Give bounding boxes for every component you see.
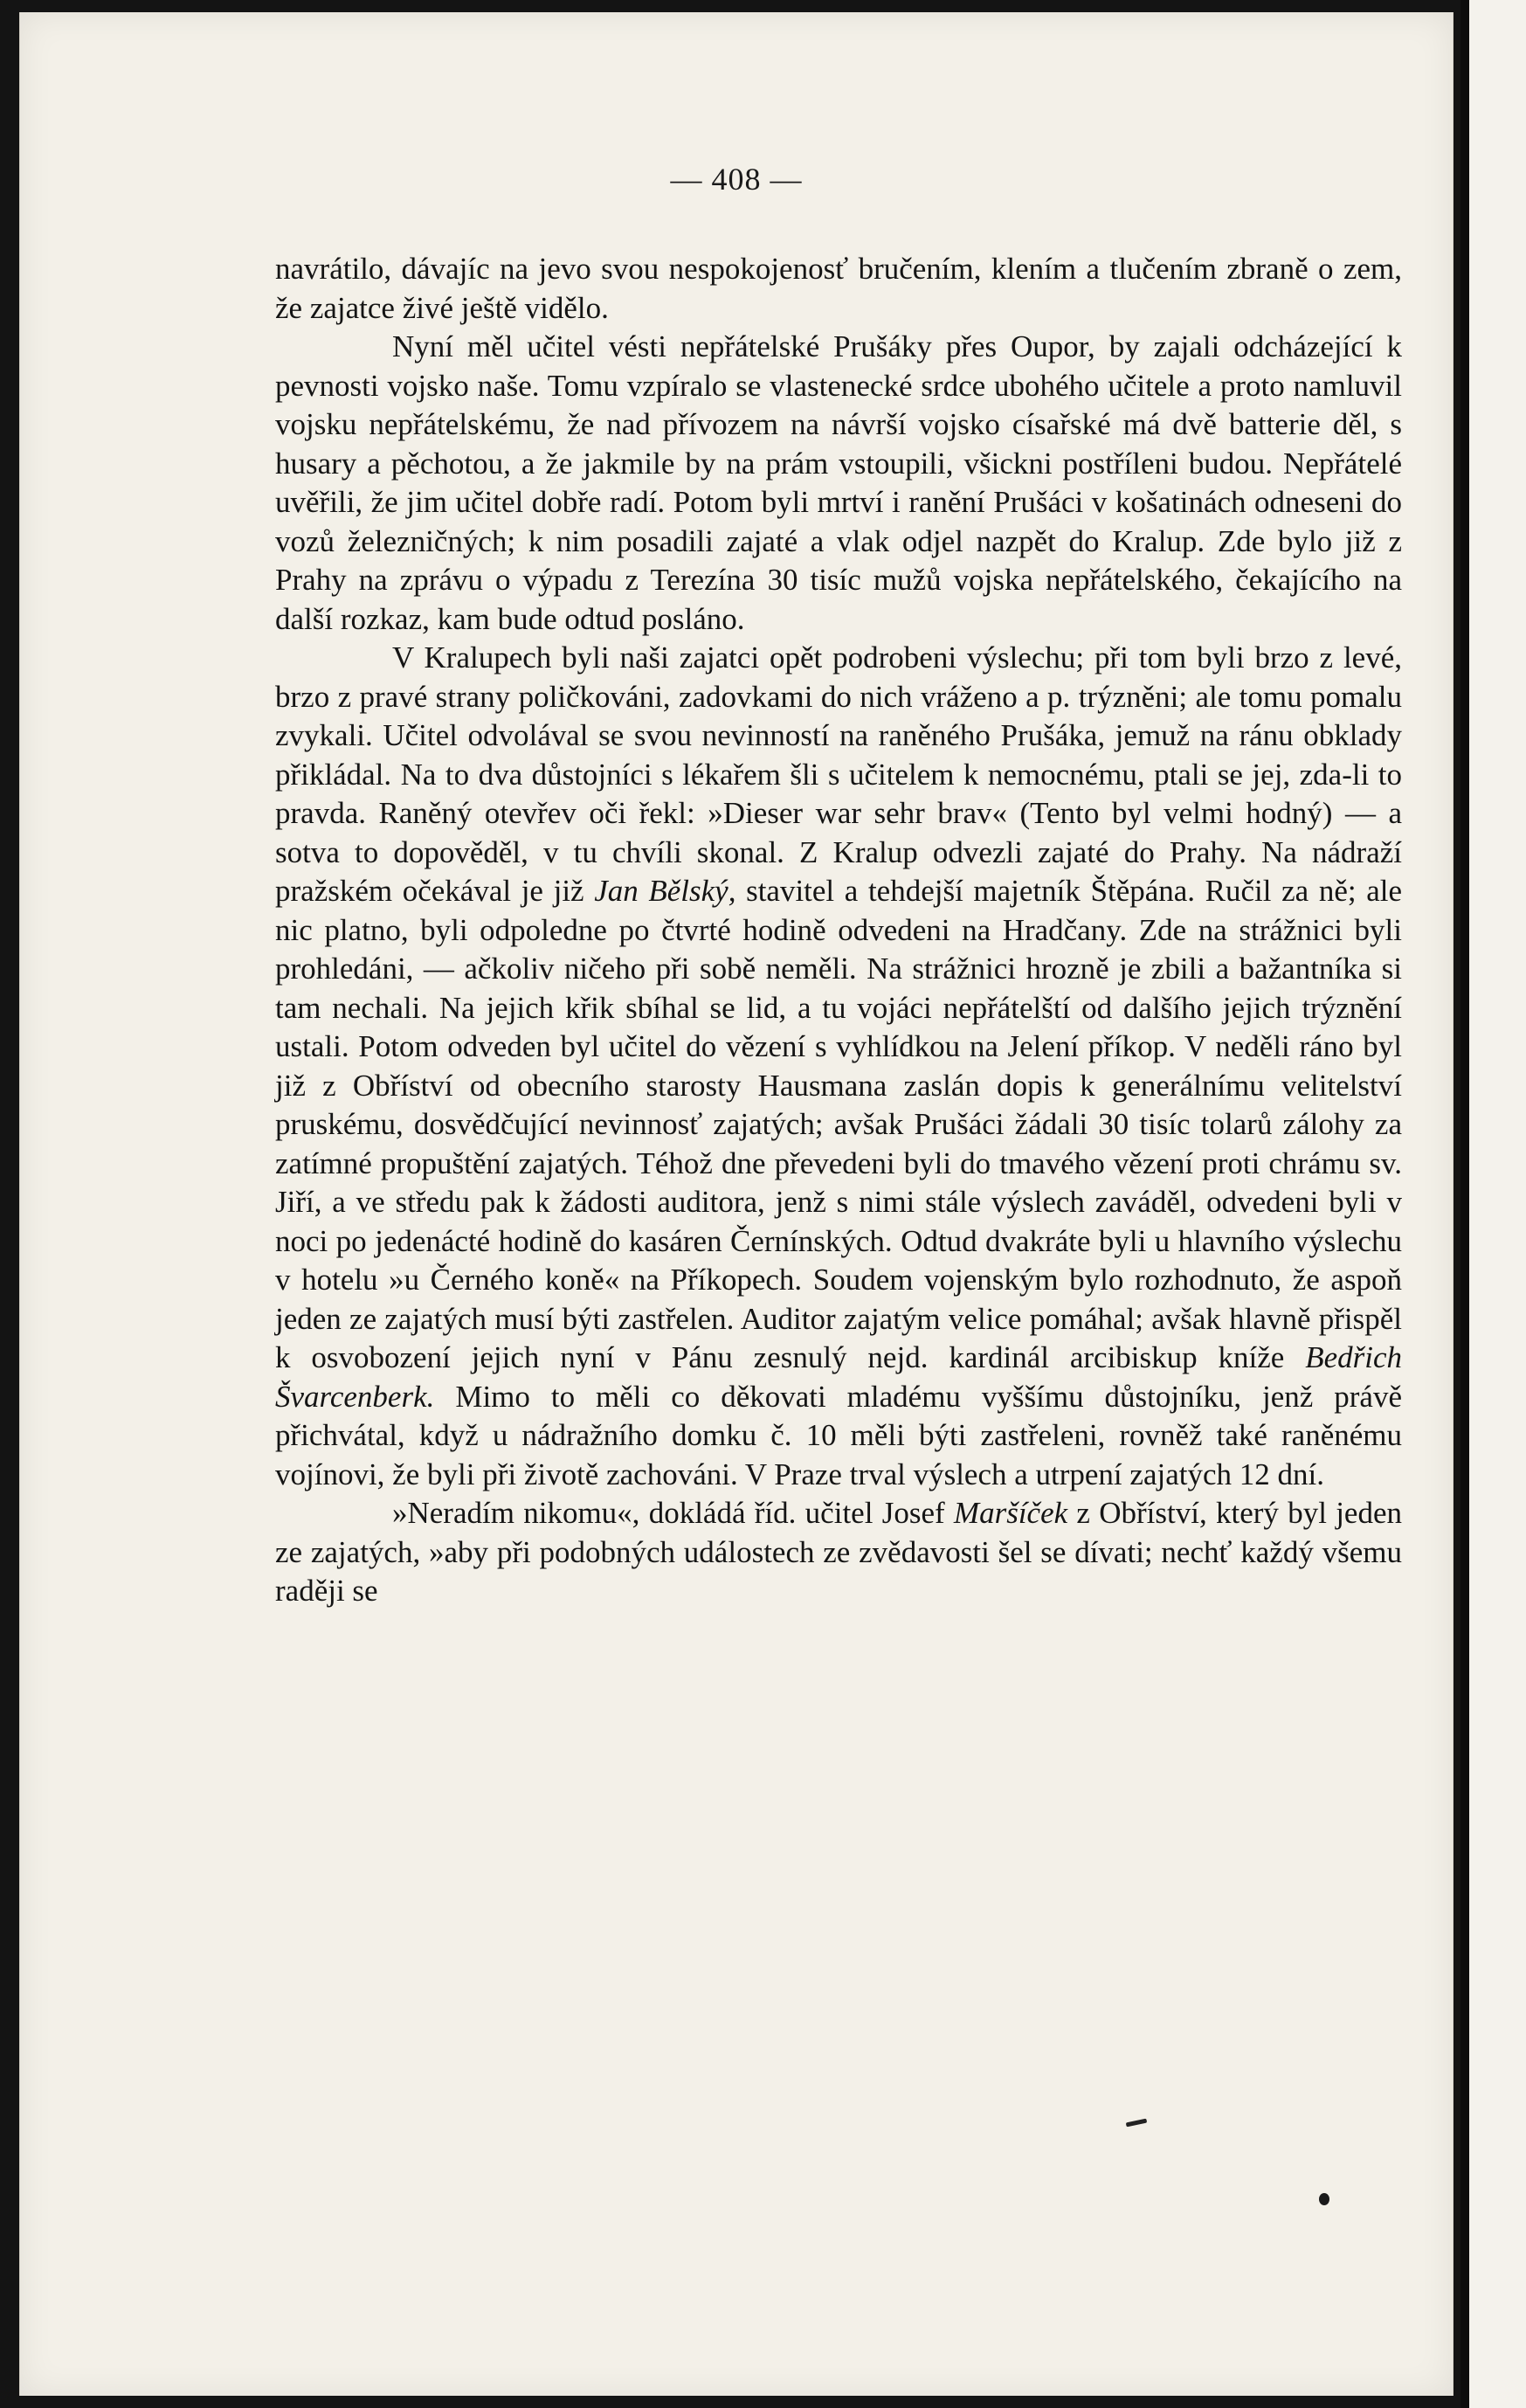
paragraph-2 bbox=[275, 328, 1402, 639]
paragraph-1-text: navrátilo, dávajíc na jevo svou nespokojenosť bručením, klením a tlučením zbraně o zem, že zajatce živé ještě vidělo. bbox=[275, 252, 1402, 325]
stray-ink-dash bbox=[1126, 2119, 1148, 2128]
page-number: — 408 — bbox=[670, 162, 803, 197]
paragraph-3 bbox=[275, 639, 1402, 1494]
name-bedrich-svarcenberk: Bedřich Švarcenberk. bbox=[275, 1340, 1402, 1414]
name-marsicek: Maršíček bbox=[953, 1496, 1068, 1530]
page-text bbox=[275, 250, 1402, 1611]
paragraph-2-text: Nyní měl učitel vésti nepřátelské Prušáky přes Oupor, by zajali odcházející k pevnosti vojsko naše. Tomu vzpíralo se vlastenecké srdce ubohého učitele a proto namluvil vojsku nepřátelskému, že nad přívozem na návrší vojsko císařské má dvě batterie děl, s husary a pěchotou, a že jakmile by na prám vstoupili, všickni postříleni budou. Nepřátelé uvěřili, že jim učitel dobře radí. Potom byli mrtví i ranění Prušáci v košatinách odneseni do vozů železničných; k nim posadili zajaté a vlak odjel nazpět do Kralup. Zde bylo již z Prahy na zprávu o výpadu z Terezína 30 tisíc mužů vojska nepřátelského, čekajícího na další rozkaz, kam bude odtud posláno. bbox=[275, 329, 1402, 636]
stray-ink-dot bbox=[1319, 2193, 1329, 2205]
paragraph-4-text-b: z Obříství, který byl jeden ze zajatých, »aby při podobných událostech ze zvědavosti šel se dívati; nechť každý všemu raději se bbox=[275, 1496, 1402, 1608]
next-page-edge bbox=[1460, 0, 1526, 2408]
paragraph-3-text-a: V Kralupech byli naši zajatci opět podrobeni výslechu; při tom byli brzo z levé, brzo z pravé strany poličkováni, zadovkami do nich vráženo a p. trýzněni; ale tomu pomalu zvykali. Učitel odvolával se svou nevinností na raněného Prušáka, jemuž na ránu obklady přikládal. Na to dva důstojníci s lékařem šli s učitelem k nemocnému, ptali se jej, zda-li to pravda. Raněný otevřev oči řekl: »Dieser war sehr brav« (Tento byl velmi hodný) — a sotva to dopověděl, v tu chvíli skonal. Z Kralup odvezli zajaté do Prahy. Na nádraží pražském očekával je již bbox=[275, 640, 1402, 908]
paragraph-4 bbox=[275, 1494, 1402, 1611]
paragraph-1 bbox=[275, 250, 1402, 328]
name-jan-belsky: Jan Bělský, bbox=[594, 874, 736, 908]
paragraph-3-text-c: Mimo to měli co děkovati mladému vyššímu důstojníku, jenž právě přichvátal, když u nádražního domku č. 10 měli býti zastřeleni, rovněž také raněnému vojínovi, že byli při životě zachováni. V Praze trval výslech a utrpení zajatých 12 dní. bbox=[275, 1379, 1402, 1491]
paragraph-4-text-a: »Neradím nikomu«, dokládá říd. učitel Josef bbox=[392, 1496, 954, 1530]
book-page bbox=[19, 12, 1453, 2396]
paragraph-3-text-b: stavitel a tehdejší majetník Štěpána. Ručil za ně; ale nic platno, byli odpoledne po čtvrté hodině odvedeni na Hradčany. Zde na strážnici byli prohledáni, — ačkoliv ničeho při sobě neměli. Na strážnici hrozně je zbili a bažantníka si tam nechali. Na jejich křik sbíhal se lid, a tu vojáci nepřátelští od dalšího jejich trýznění ustali. Potom odveden byl učitel do vězení s vyhlídkou na Jelení příkop. V neděli ráno byl již z Obříství od obecního starosty Hausmana zaslán dopis k generálnímu velitelství pruskému, dosvědčující nevinnosť zajatých; avšak Prušáci žádali 30 tisíc tolarů zálohy za zatímné propuštění zajatých. Téhož dne převedeni byli do tmavého vězení proti chrámu sv. Jiří, a ve středu pak k žádosti auditora, jenž s nimi stále výslech zaváděl, odvedeni byli v noci po jedenácté hodině do kasáren Černínských. Odtud dvakráte byli u hlavního výslechu v hotelu »u Černého koně« na Příkopech. Soudem vojenským bylo rozhodnuto, že aspoň jeden ze zajatých musí býti zastřelen. Auditor zajatým velice pomáhal; avšak hlavně přispěl k osvobození jejich nyní v Pánu zesnulý nejd. kardinál arcibiskup kníže bbox=[275, 874, 1402, 1374]
